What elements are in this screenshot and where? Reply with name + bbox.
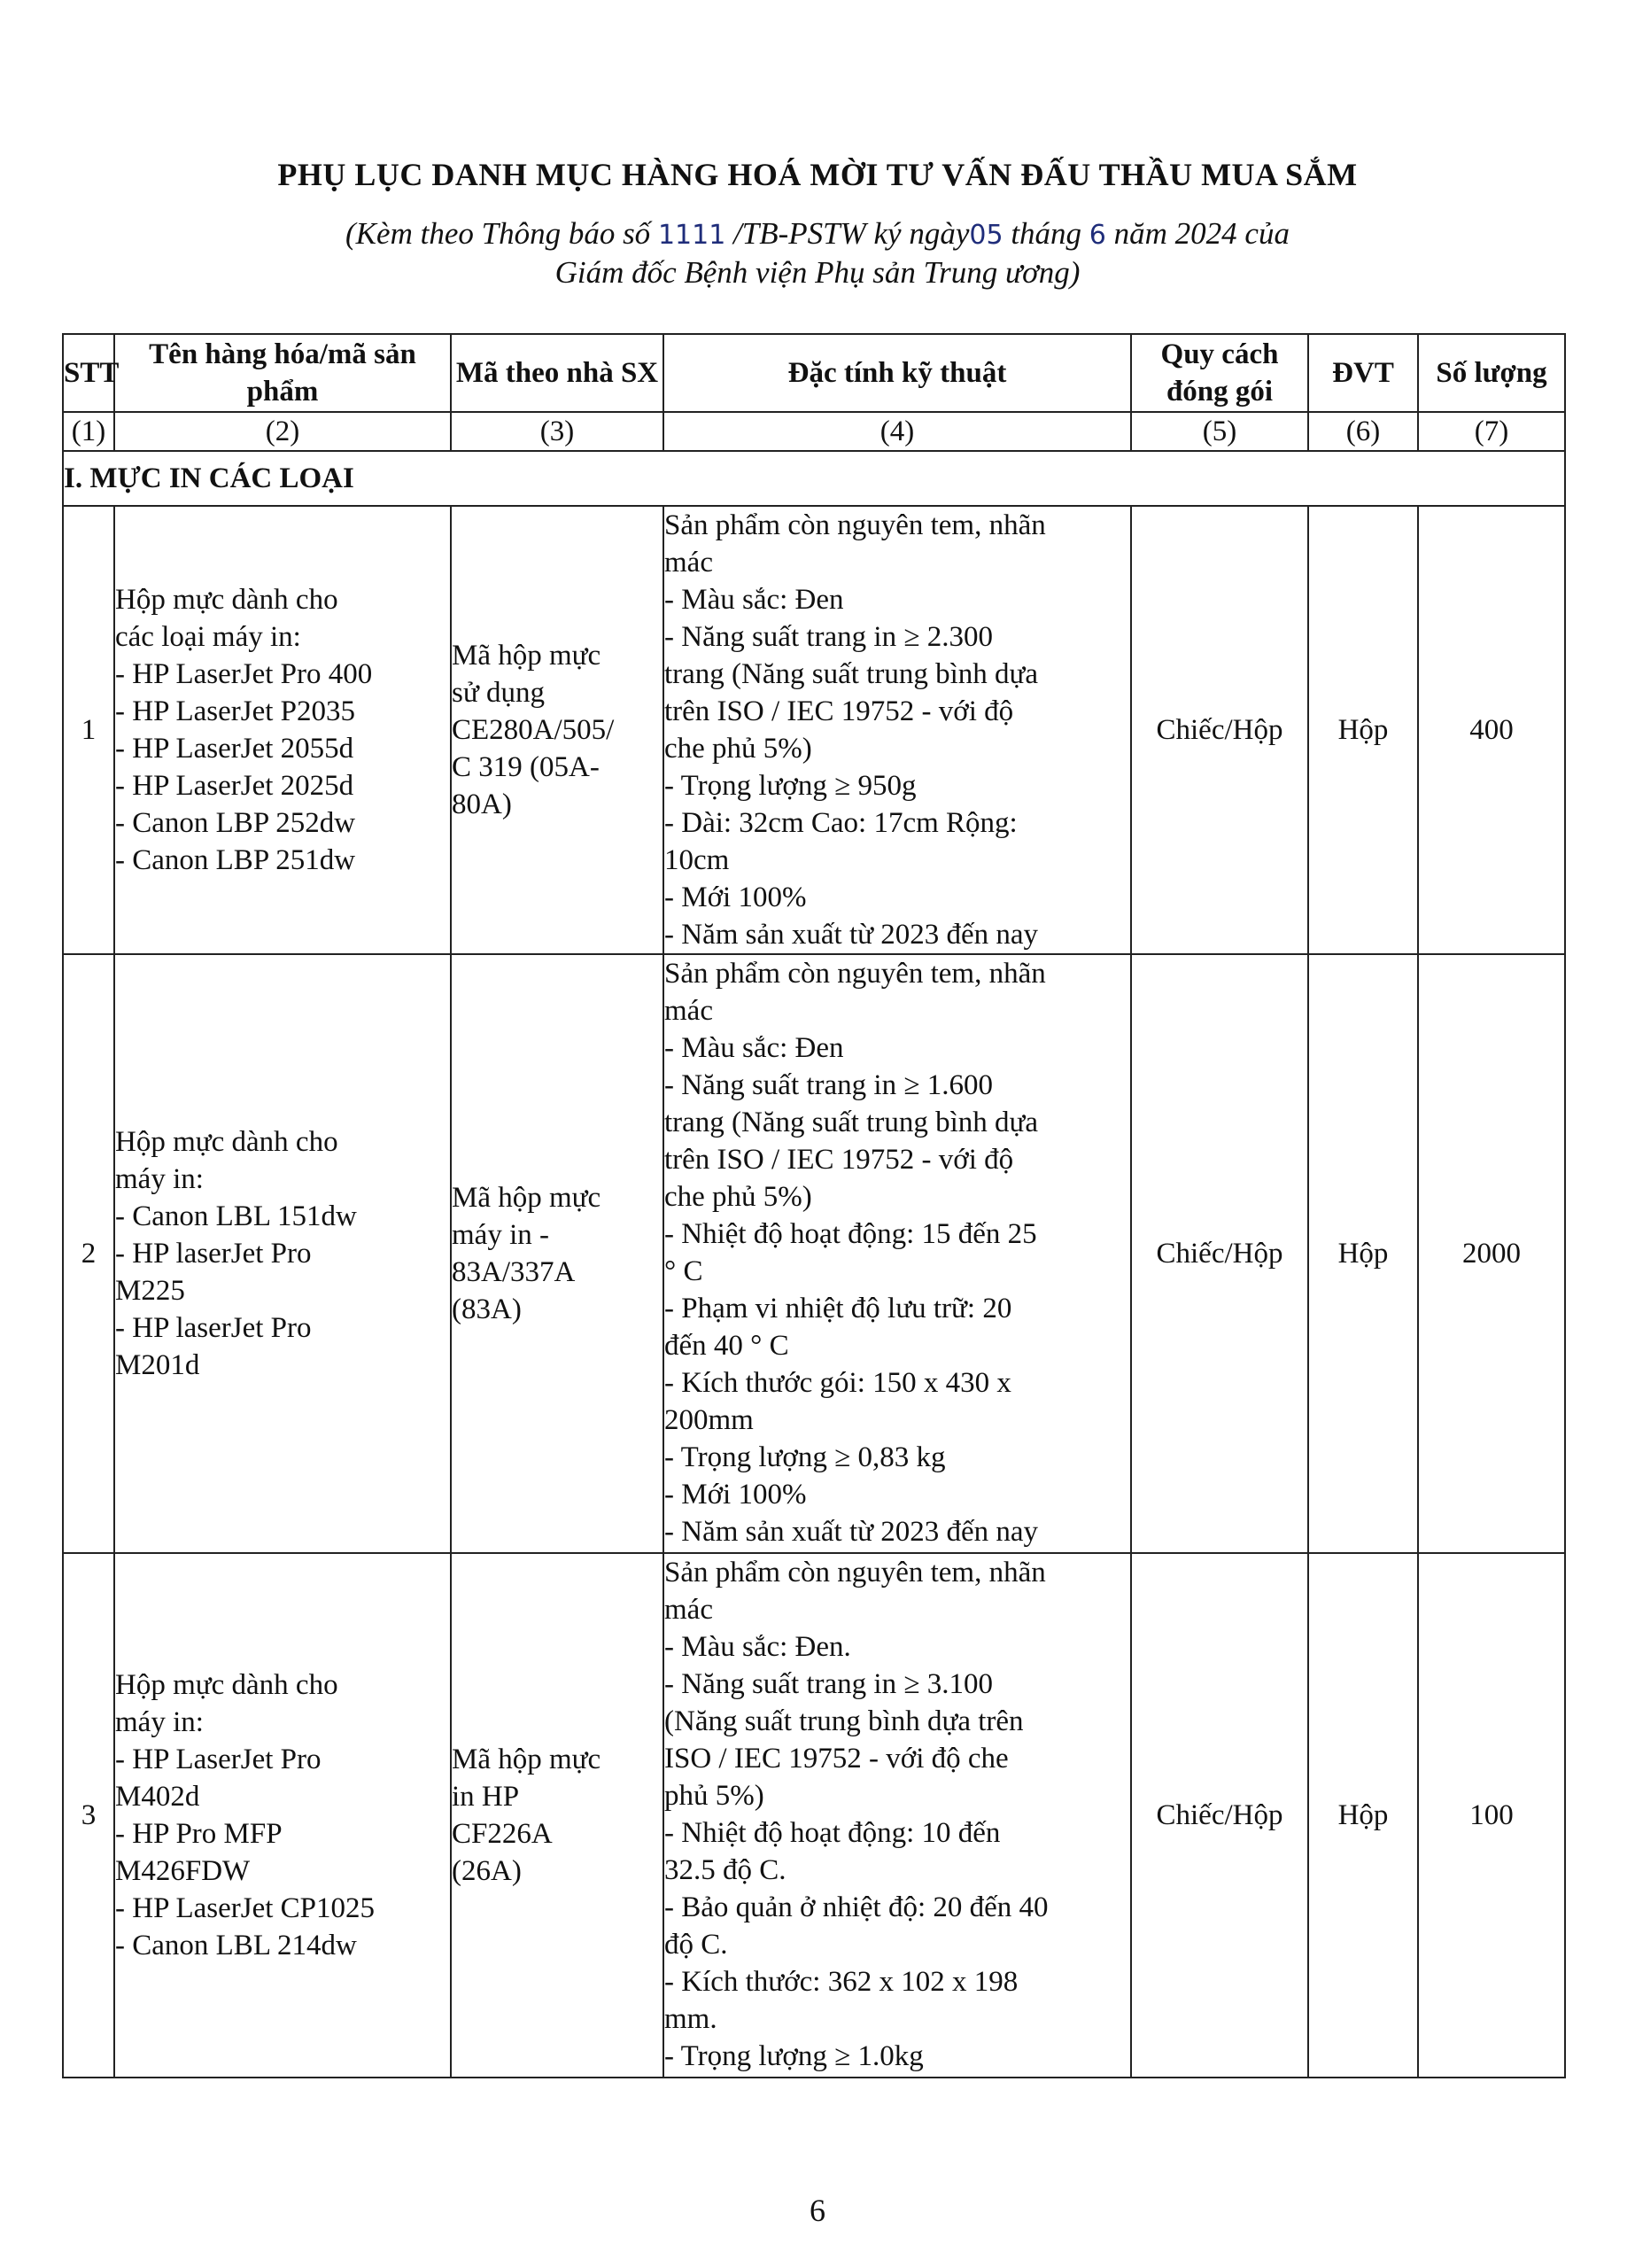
cell-stt: 1 (63, 506, 114, 954)
text-line: - Năng suất trang in ≥ 1.600 (664, 1069, 993, 1101)
col-number: (2) (114, 412, 451, 451)
subtitle-suffix: năm 2024 của (1105, 216, 1290, 251)
text-line: 32.5 độ C. (664, 1854, 787, 1886)
text-line: - HP LaserJet CP1025 (115, 1892, 376, 1924)
col-number: (5) (1131, 412, 1308, 451)
text-line: (26A) (452, 1855, 522, 1887)
text-line: mác (664, 1594, 713, 1626)
text-line: trên ISO / IEC 19752 - với độ (664, 695, 1014, 727)
text-line: che phủ 5%) (664, 733, 812, 765)
table-row (63, 954, 1565, 1553)
col-header-code: Mã theo nhà SX (451, 334, 663, 412)
text-line: che phủ 5%) (664, 1181, 812, 1213)
text-line: - Nhiệt độ hoạt động: 10 đến (664, 1817, 1001, 1849)
col-number: (4) (663, 412, 1131, 451)
col-header-stt: STT (63, 334, 114, 412)
text-line: 83A/337A (452, 1256, 576, 1288)
handwritten-doc-number: 1111 (657, 220, 726, 251)
col-header-spec: Đặc tính kỹ thuật (663, 334, 1131, 412)
column-number-row (63, 412, 1565, 451)
text-line: C 319 (05A- (452, 751, 600, 783)
text-line: - HP LaserJet Pro 400 (115, 658, 373, 690)
text-line: - HP LaserJet 2055d (115, 733, 354, 765)
cell-packing: Chiếc/Hộp (1131, 506, 1308, 954)
text-line: - HP Pro MFP (115, 1818, 283, 1850)
cell-packing: Chiếc/Hộp (1131, 954, 1308, 1553)
cell-code (451, 1553, 663, 2078)
text-line: 200mm (664, 1404, 754, 1436)
text-line: độ C. (664, 1929, 728, 1961)
text-line: - Năm sản xuất từ 2023 đến nay (664, 919, 1039, 951)
cell-unit: Hộp (1308, 1553, 1418, 2078)
text-line: - Màu sắc: Đen (664, 584, 844, 616)
col-header-unit: ĐVT (1308, 334, 1418, 412)
text-line: - Năm sản xuất từ 2023 đến nay (664, 1516, 1039, 1548)
text-line: - HP laserJet Pro (115, 1238, 312, 1270)
col-header-packing: Quy cách đóng gói (1131, 334, 1308, 412)
cell-unit: Hộp (1308, 954, 1418, 1553)
text-line: - Màu sắc: Đen (664, 1032, 844, 1064)
cell-name (114, 954, 451, 1553)
text-line: M402d (115, 1781, 200, 1813)
document-subtitle-line-1 (0, 216, 1635, 252)
col-number: (7) (1418, 412, 1565, 451)
text-line: Hộp mực dành cho (115, 1669, 338, 1701)
text-line: các loại máy in: (115, 621, 301, 653)
text-line: sử dụng (452, 677, 545, 709)
section-row (63, 451, 1565, 506)
text-line: - Canon LBP 251dw (115, 844, 356, 876)
table-row (63, 1553, 1565, 2078)
text-line: Mã hộp mực (452, 640, 601, 672)
text-line: Mã hộp mực (452, 1744, 601, 1775)
text-line: - Canon LBP 252dw (115, 807, 356, 839)
handwritten-month: 6 (1089, 220, 1106, 251)
text-line: Sản phẩm còn nguyên tem, nhãn (664, 509, 1046, 541)
subtitle-mid-2: tháng (1003, 216, 1089, 251)
text-line: - Canon LBL 214dw (115, 1930, 357, 1961)
text-line: máy in: (115, 1706, 204, 1738)
text-line: - Bảo quản ở nhiệt độ: 20 đến 40 (664, 1891, 1049, 1923)
col-header-name: Tên hàng hóa/mã sản phẩm (114, 334, 451, 412)
document-subtitle-line-2: Giám đốc Bệnh viện Phụ sản Trung ương) (554, 255, 1081, 290)
cell-spec (663, 506, 1131, 954)
text-line: trang (Năng suất trung bình dựa (664, 1107, 1039, 1138)
text-line: - Trọng lượng ≥ 950g (664, 770, 917, 802)
text-line: - Kích thước: 362 x 102 x 198 (664, 1966, 1019, 1998)
text-line: M225 (115, 1275, 185, 1307)
cell-stt: 3 (63, 1553, 114, 2078)
text-line: Sản phẩm còn nguyên tem, nhãn (664, 958, 1046, 990)
text-line: trang (Năng suất trung bình dựa (664, 658, 1039, 690)
col-number: (3) (451, 412, 663, 451)
text-line: - HP laserJet Pro (115, 1312, 312, 1344)
text-line: - Mới 100% (664, 882, 807, 913)
text-line: - Canon LBL 151dw (115, 1200, 357, 1232)
text-line: - Trọng lượng ≥ 1.0kg (664, 2040, 924, 2072)
text-line: ISO / IEC 19752 - với độ che (664, 1743, 1009, 1775)
subtitle-mid-1: /TB-PSTW ký ngày (725, 216, 970, 251)
text-line: M426FDW (115, 1855, 251, 1887)
text-line: - HP LaserJet Pro (115, 1744, 322, 1775)
text-line: (Năng suất trung bình dựa trên (664, 1705, 1024, 1737)
col-number: (6) (1308, 412, 1418, 451)
cell-spec (663, 1553, 1131, 2078)
header-row (63, 334, 1565, 412)
cell-code (451, 506, 663, 954)
cell-stt: 2 (63, 954, 114, 1553)
text-line: - Kích thước gói: 150 x 430 x (664, 1367, 1011, 1399)
document-title: PHỤ LỤC DANH MỤC HÀNG HOÁ MỜI TƯ VẤN ĐẤU THẦU MUA SẮM (277, 157, 1358, 192)
text-line: - HP LaserJet 2025d (115, 770, 354, 802)
text-line: - Năng suất trang in ≥ 3.100 (664, 1668, 993, 1700)
text-line: trên ISO / IEC 19752 - với độ (664, 1144, 1014, 1176)
text-line: máy in - (452, 1219, 549, 1251)
page-number: 6 (810, 2193, 825, 2228)
cell-name (114, 506, 451, 954)
text-line: Sản phẩm còn nguyên tem, nhãn (664, 1557, 1046, 1588)
text-line: ° C (664, 1255, 703, 1287)
text-line: đến 40 ° C (664, 1330, 789, 1362)
text-line: - HP LaserJet P2035 (115, 695, 355, 727)
cell-spec (663, 954, 1131, 1553)
text-line: - Dài: 32cm Cao: 17cm Rộng: (664, 807, 1018, 839)
text-line: CE280A/505/ (452, 714, 615, 746)
text-line: CF226A (452, 1818, 553, 1850)
text-line: mác (664, 547, 713, 579)
cell-qty: 2000 (1418, 954, 1565, 1553)
text-line: mm. (664, 2003, 717, 2035)
text-line: 10cm (664, 844, 730, 876)
text-line: - Năng suất trang in ≥ 2.300 (664, 621, 993, 653)
section-title: I. MỰC IN CÁC LOẠI (63, 451, 1565, 506)
text-line: máy in: (115, 1163, 204, 1195)
text-line: Mã hộp mực (452, 1182, 601, 1214)
text-line: Hộp mực dành cho (115, 584, 338, 616)
cell-packing: Chiếc/Hộp (1131, 1553, 1308, 2078)
text-line: phủ 5%) (664, 1780, 764, 1812)
text-line: (83A) (452, 1293, 522, 1325)
text-line: Hộp mực dành cho (115, 1126, 338, 1158)
subtitle-prefix: (Kèm theo Thông báo số (345, 216, 658, 251)
cell-unit: Hộp (1308, 506, 1418, 954)
text-line: - Trọng lượng ≥ 0,83 kg (664, 1441, 946, 1473)
cell-qty: 100 (1418, 1553, 1565, 2078)
text-line: - Màu sắc: Đen. (664, 1631, 851, 1663)
table-row (63, 506, 1565, 954)
text-line: mác (664, 995, 713, 1027)
text-line: 80A) (452, 788, 512, 820)
text-line: - Phạm vi nhiệt độ lưu trữ: 20 (664, 1293, 1012, 1324)
text-line: M201d (115, 1349, 200, 1381)
cell-code (451, 954, 663, 1553)
col-number: (1) (63, 412, 114, 451)
cell-qty: 400 (1418, 506, 1565, 954)
goods-table (62, 333, 1566, 2078)
col-header-qty: Số lượng (1418, 334, 1565, 412)
text-line: - Nhiệt độ hoạt động: 15 đến 25 (664, 1218, 1037, 1250)
handwritten-day: 05 (969, 220, 1003, 251)
text-line: in HP (452, 1781, 520, 1813)
text-line: - Mới 100% (664, 1479, 807, 1511)
cell-name (114, 1553, 451, 2078)
